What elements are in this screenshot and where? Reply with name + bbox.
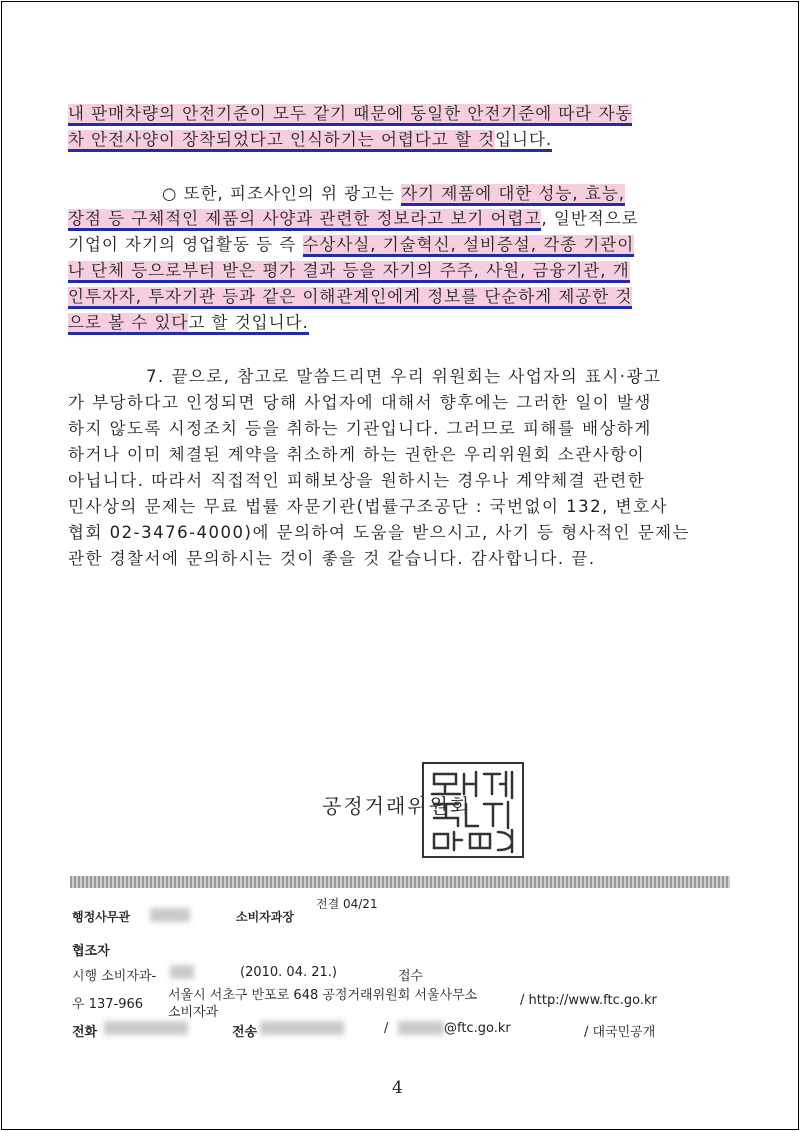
website-link[interactable]: / http://www.ftc.go.kr [520, 993, 657, 1008]
body-line-8 [68, 311, 309, 335]
official-seal-icon [420, 760, 526, 860]
plain-text: ○ 또한, 피조사인의 위 광고는 [162, 184, 402, 203]
body-line-3 [162, 182, 625, 206]
postal-code: 우 137-966 [72, 997, 144, 1012]
footer-divider [70, 876, 730, 888]
director-label: 소비자과장 [236, 910, 294, 924]
highlighted-text: 나 단체 등으로부터 받은 평가 결과 등을 자기의 주주, 사원, 금융기관, 개 [68, 261, 630, 283]
body-line-1 [68, 102, 632, 126]
highlighted-text: 내 판매차량의 안전기준이 모두 같기 때문에 동일한 안전기준에 따라 자동 [68, 104, 632, 126]
p7-line-7: 협회 02-3476-4000)에 문의하여 도움을 받으시고, 사기 등 형사적인 문제는 [68, 523, 691, 542]
highlighted-text: 수상사실, 기술혁신, 설비증설, 각종 기관이 [303, 235, 635, 257]
redacted-fax [260, 1021, 344, 1035]
body-line-4 [68, 207, 639, 231]
p7-line-5: 아닙니다. 따라서 직접적인 피해보상을 원하시는 경우나 계약체결 관련한 [68, 471, 646, 490]
highlighted-text: 인투자자, 투자기관 등과 같은 이해관계인에게 정보를 단순하게 제공한 것 [68, 287, 632, 309]
highlighted-text: 장점 등 구체적인 제품의 사양과 관련한 정보라고 보기 어렵고 [68, 209, 541, 231]
plain-text: 기업이 자기의 영업활동 등 즉 [68, 235, 303, 254]
email-domain: @ftc.go.kr [444, 1021, 511, 1036]
enforcement-date: (2010. 04. 21.) [240, 965, 337, 980]
fax-label: 전송 [232, 1025, 258, 1040]
p7-line-2: 가 부당하다고 인정되면 당해 사업자에 대해서 향후에는 그러한 일이 발생 [68, 393, 652, 412]
p7-line-8: 관한 경찰서에 문의하시는 것이 좋을 것 같습니다. 감사합니다. 끝. [68, 549, 596, 568]
redacted-name [150, 908, 190, 922]
p7-line-1: 7. 끝으로, 참고로 말씀드리면 우리 위원회는 사업자의 표시·광고 [146, 367, 662, 386]
enforcement-label: 시행 소비자과- [72, 969, 157, 984]
department: 소비자과 [168, 1005, 219, 1020]
p7-line-3: 하지 않도록 시정조치 등을 취하는 기관입니다. 그러므로 피해를 배상하게 [68, 419, 652, 438]
highlighted-text: 자기 제품에 대한 성능, 효능, [401, 184, 625, 206]
cooperator-label: 협조자 [72, 944, 110, 959]
phone-label: 전화 [72, 1025, 98, 1040]
redacted-number [170, 965, 194, 979]
redacted-email [398, 1021, 444, 1035]
highlighted-text: 으로 볼 수 있다 [68, 313, 188, 335]
redacted-phone [104, 1021, 188, 1035]
page-number: 4 [392, 1078, 403, 1098]
plain-text: 고 할 것입니다. [188, 313, 308, 335]
organization-name: 공정거래위원회 [322, 794, 472, 818]
plain-text: , 일반적으로 [541, 209, 639, 228]
body-line-6 [68, 259, 630, 283]
plain-text: 입니다. [495, 130, 552, 152]
highlighted-text: 차 안전사양이 장착되었다고 인식하기는 어렵다고 할 것 [68, 130, 495, 152]
body-line-5 [68, 233, 634, 257]
disclosure-label: / 대국민공개 [584, 1025, 656, 1040]
receipt-label: 접수 [398, 969, 424, 984]
body-line-7 [68, 285, 632, 309]
approval-note: 전결 04/21 [316, 897, 378, 911]
admin-officer-label: 행정사무관 [72, 910, 130, 924]
address: 서울시 서초구 반포로 648 공정거래위원회 서울사무소 [168, 988, 478, 1003]
body-line-2 [68, 128, 552, 152]
email-separator: / [384, 1021, 389, 1036]
p7-line-6: 민사상의 문제는 무료 법률 자문기관(법률구조공단 : 국번없이 132, 변호사 [68, 497, 668, 516]
p7-line-4: 하거나 이미 체결된 계약을 취소하게 하는 권한은 우리위원회 소관사항이 [68, 445, 646, 464]
